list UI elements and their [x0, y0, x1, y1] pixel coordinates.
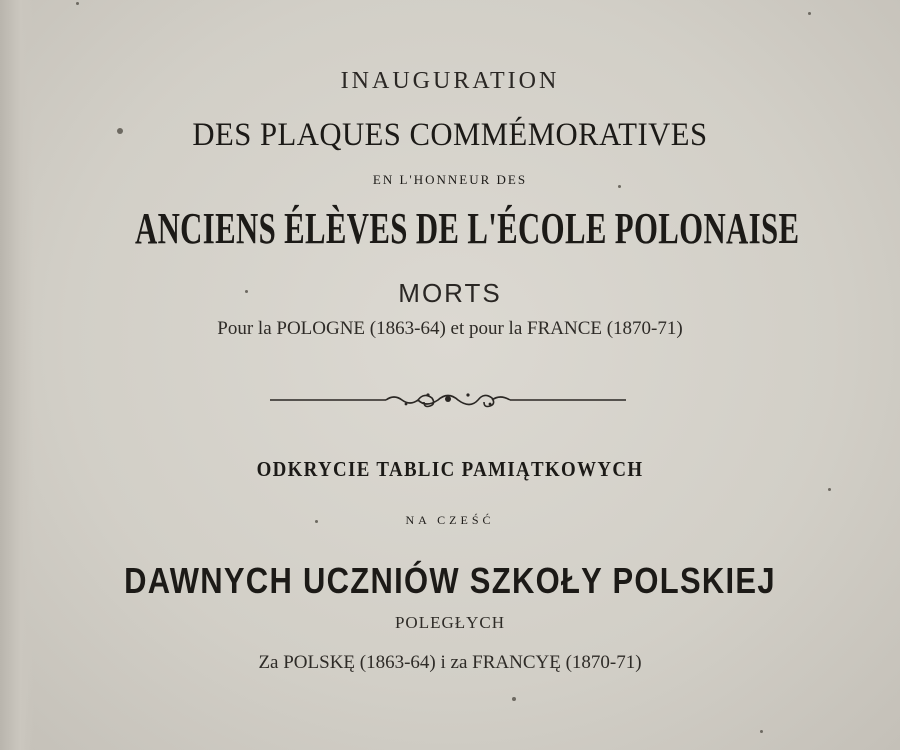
title-inauguration: INAUGURATION	[340, 68, 560, 94]
dates-polish: Za POLSKĘ (1863-64) i za FRANCYĘ (1870-71)	[258, 652, 642, 673]
subtitle-honneur: EN L'HONNEUR DES	[372, 172, 528, 187]
title-anciens-eleves: ANCIENS ÉLÈVES DE L'ÉCOLE POLONAISE	[135, 204, 800, 253]
paper-speck	[760, 730, 763, 733]
title-plaques: DES PLAQUES COMMÉMORATIVES	[192, 117, 708, 153]
paper-speck	[512, 697, 516, 701]
paper-speck	[76, 2, 79, 5]
paper-speck	[828, 488, 831, 491]
dates-french: Pour la POLOGNE (1863-64) et pour la FRANCE (1870-71)	[217, 318, 683, 339]
title-odkrycie: ODKRYCIE TABLIC PAMIĄTKOWYCH	[256, 457, 644, 481]
ornamental-divider-icon	[268, 388, 628, 412]
title-dawnych-uczniow: DAWNYCH UCZNIÓW SZKOŁY POLSKIEJ	[124, 560, 776, 601]
subtitle-poleglych: POLEGŁYCH	[394, 613, 506, 632]
page-edge-shadow	[0, 0, 34, 750]
paper-speck	[808, 12, 811, 15]
subtitle-na-czesc: NA CZEŚĆ	[405, 513, 495, 527]
subtitle-morts: MORTS	[398, 278, 502, 308]
